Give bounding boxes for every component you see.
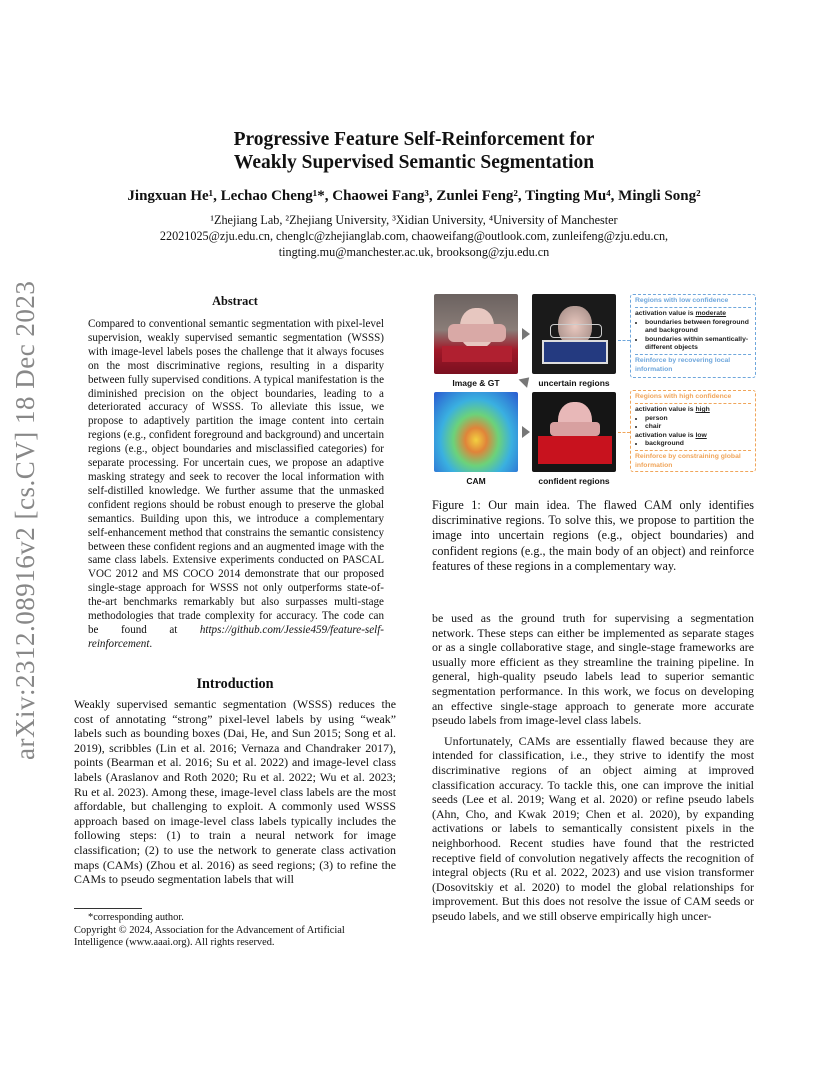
low-box-heading: Regions with low confidence — [635, 297, 729, 304]
footnote-copyright: Copyright © 2024, Association for the Advancement of Artificial Intelligence (www.aaai.org). All rights reserved. — [74, 924, 345, 948]
title-line-1: Progressive Feature Self-Reinforcement for — [233, 129, 595, 150]
footnotes — [74, 912, 396, 950]
low-item: • boundaries between foreground and background — [645, 319, 751, 336]
low-activation-line: activation value is moderate — [635, 310, 727, 318]
label-uncertain: uncertain regions — [538, 378, 610, 388]
arxiv-identifier: arXiv:2312.08916v2 [cs.CV] 18 Dec 2023 — [10, 280, 40, 760]
code-url[interactable]: https://github.com/Jessie459/feature-self-reinforcement — [88, 623, 384, 650]
paragraph: be used as the ground truth for supervising a segmentation network. These steps can either be implemented as separate stages or as a single collaborative stage, and single-stage frameworks are usually more efficient as they streamline the training pipeline. In general, high-quality pseudo labels lead to superior semantic segmentation performance. In this work, we focus on developing an effective single-stage approach to generate more accurate pseudo labels from image-level class labels. — [432, 611, 754, 728]
high-item: • chair — [645, 423, 751, 431]
high-activation-line: activation value is high — [635, 406, 710, 414]
confident-regions-map — [532, 392, 616, 472]
introduction-body: Weakly supervised semantic segmentation (WSSS) reduces the cost of annotating “strong” pixel-level labels by using “weak” labels such as bounding boxes (Dai, He, and Sun 2015; Song et al. 2019), scribbles (Lin et al. 2016; Vernaza and Chandraker 2017), points (Bearman et al. 2016; Su et al. 2022) and image-level class labels (Araslanov and Roth 2020; Ru et al. 2022; Wu et al. 2023; Ru et al. 2023). Among these, image-level class labels are the most affordable, but challenging to exploit. A commonly used WSSS approach based on image-level class labels typically includes the following steps: (1) to train a neural network for image classification; (2) to use the network to generate class activation maps (CAMs) (Zhou et al. 2016) as seed regions; (3) to refine the CAMs to pseudo segmentation labels that will — [74, 697, 396, 887]
footnote-corresponding: *corresponding author. — [88, 912, 184, 923]
high-reinforce: Reinforce by constraining global information — [635, 453, 741, 469]
abstract-text: Compared to conventional semantic segmentation with pixel-level supervision, weakly supervised semantic segmentation (WSSS) with image-level labels poses the challenge that it always focuses on the most discriminative regions, resulting in a disparity between fully supervised conditions. A typical manifestation is the diminished precision on the object boundaries, leading to a deteriorated accuracy of WSSS. To alleviate this issue, we propose to adaptively partition the image content into certain regions (e.g., confident foreground and background) and uncertain regions (e.g., object boundaries and misclassified categories) for separate processing. For uncertain cues, we propose an adaptive masking strategy and seek to recover the local information with self-distilled knowledge. We further assume that the unmasked confident regions should be robust enough to preserve the global semantics. Building upon this, we introduce a complementary self-enhancement method that constrains the semantic consistency between these confident regions and an augmented image with the same class labels. Extensive experiments conducted on PASCAL VOC 2012 and MS COCO 2014 demonstrate that our proposed single-stage approach for WSSS not only outperforms state-of-the-art benchmarks remarkably but also surpasses multi-stage methodologies that trade complexity for accuracy. The code can be found at — [88, 318, 384, 636]
abstract-heading: Abstract — [212, 294, 258, 308]
arrow-right-icon — [522, 328, 530, 340]
right-column-body — [432, 611, 754, 923]
paragraph: Unfortunately, CAMs are essentially flawed because they are intended for classification, i.e., they strive to identify the most discriminative regions of an object aiming at improved classification accuracy. To tackle this, one can improve the initial seeds (Lee et al. 2019; Wang et al. 2020) or refine pseudo labels (Ahn, Cho, and Kwak 2019; Chen et al. 2020), by expanding activations or labels to semantically consistent pixels in the neighborhood. Recent studies have found that the restricted receptive field of convolution negatively affects the recognition of integral objects (Ru et al. 2022, 2023) and use vision transformer (Dosovitskiy et al. 2020) to model the global relationships for improvement. But this does not resolve the issue of CAM seeds or pseudo labels, and we still observe empirically high uncer- — [432, 733, 754, 923]
paper-title — [0, 128, 828, 174]
label-cam: CAM — [466, 476, 486, 486]
high-box-heading: Regions with high confidence — [635, 393, 732, 400]
low-reinforce: Reinforce by recovering local information — [635, 357, 731, 373]
abstract-body: Compared to conventional semantic segmentation with pixel-level supervision, weakly supervised semantic segmentation (WSSS) with image-level labels poses the challenge that it always focuses on the most discriminative regions, resulting in a disparity between fully supervised conditions. A typical manifestation is the diminished precision on the object boundaries, leading to a deteriorated accuracy of WSSS. To alleviate this issue, we propose to adaptively partition the image content into certain regions (e.g., confident foreground and background) and uncertain regions (e.g., object boundaries and misclassified categories) for separate processing. For uncertain cues, we propose an adaptive masking strategy and seek to recover the local information with self-distilled knowledge. We further assume that the unmasked confident regions should be robust enough to preserve the global semantics. Building upon this, we introduce a complementary self-enhancement method that constrains the semantic consistency between these confident regions and an augmented image with the same class labels. Extensive experiments conducted on PASCAL VOC 2012 and MS COCO 2014 demonstrate that our proposed single-stage approach for WSSS not only outperforms state-of-the-art benchmarks remarkably but also surpasses multi-stage methodologies that trade complexity for accuracy. The code can be found at https://github.com/Jessie459/feature-self-reinforcement. — [88, 318, 384, 650]
high-confidence-box — [630, 390, 756, 472]
title-line-2: Weakly Supervised Semantic Segmentation — [233, 152, 595, 173]
low-item: • boundaries within semantically-different objects — [645, 336, 751, 353]
affiliations-block — [0, 212, 828, 260]
uncertain-regions-map — [532, 294, 616, 374]
emails-line-1: 22021025@zju.edu.cn, chenglc@zhejianglab.com, chaoweifang@outlook.com, zunleifeng@zju.edu.cn, — [159, 229, 669, 243]
affiliations: ¹Zhejiang Lab, ²Zhejiang University, ³Xidian University, ⁴University of Manchester — [210, 213, 618, 227]
emails-line-2: tingting.mu@manchester.ac.uk, brooksong@zju.edu.cn — [278, 245, 550, 259]
cam-heatmap — [434, 392, 518, 472]
arrow-link-low-icon — [618, 340, 630, 341]
arrow-link-high-icon — [618, 432, 630, 433]
figure-caption: Figure 1: Our main idea. The flawed CAM only identifies discriminative regions. To solve this, we propose to partition the image into uncertain regions (e.g., object boundaries) and confident regions (e.g., the main body of an object) and reinforce features of these regions in a complementary way. — [432, 498, 754, 573]
label-image-gt: Image & GT — [452, 378, 500, 388]
label-confident: confident regions — [538, 476, 610, 486]
author-list: Jingxuan He¹, Lechao Cheng¹*, Chaowei Fang³, Zunlei Feng², Tingting Mu⁴, Mingli Song² — [127, 188, 701, 204]
low-activation-line: activation value is low — [635, 431, 707, 439]
high-item: • person — [645, 415, 751, 423]
introduction-heading: Introduction — [196, 676, 274, 692]
arrow-right-icon — [522, 426, 530, 438]
low-confidence-box — [630, 294, 756, 378]
figure-1 — [428, 292, 758, 488]
image-gt-photo — [434, 294, 518, 374]
footnote-rule — [74, 908, 142, 909]
high-item: • background — [645, 440, 751, 448]
